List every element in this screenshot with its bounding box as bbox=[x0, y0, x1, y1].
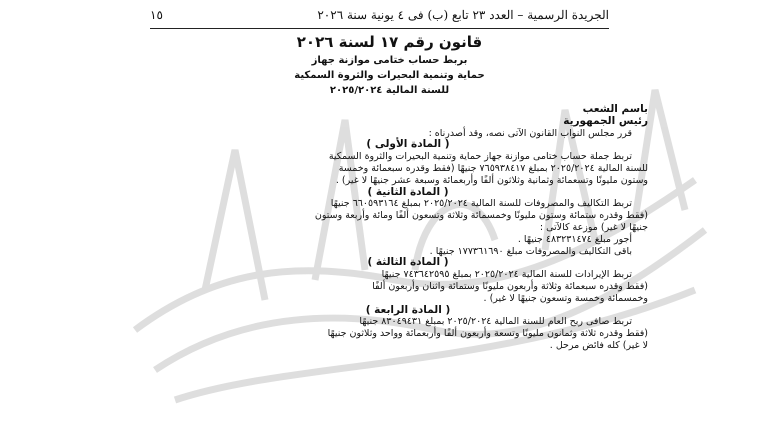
article-line: (فقط وقدره ثلاثة وثمانون مليونًا وتسعة وأربعون ألفًا وأربعمائة وواحد وثلاثون جنيهًا bbox=[327, 328, 648, 340]
page-number: ١٥ bbox=[150, 8, 163, 22]
law-title: قانون رقم ١٧ لسنة ٢٠٢٦ bbox=[296, 33, 483, 51]
law-subtitle: بربط حساب ختامى موازنة جهاز bbox=[311, 55, 468, 66]
decision-line: قرر مجلس النواب القانون الآتى نصه، وقد أصدرناه : bbox=[428, 127, 632, 139]
publication-info: الجريدة الرسمية – العدد ٢٣ تابع (ب) فى ٤ يونية سنة ٢٠٢٦ bbox=[317, 8, 609, 22]
article-heading: ( المادة الأولى ) bbox=[366, 138, 450, 151]
article-line: تربط صافى ربح العام للسنة المالية ٢٠٢٥/٢٠٢٤ بمبلغ ٨٣٠٤٩٤٣١ جنيهًا bbox=[359, 316, 632, 328]
law-subtitle: للسنة المالية ٢٠٢٥/٢٠٢٤ bbox=[329, 85, 450, 96]
president-heading: رئيس الجمهورية bbox=[563, 114, 648, 127]
article-line: لا غير) كله فائض مرحل . bbox=[549, 339, 648, 351]
article-heading: ( المادة الثالثة ) bbox=[367, 256, 449, 269]
article-line: أجور مبلغ ٤٨٣٢٣١٤٧٤ جنيهًا . bbox=[517, 233, 632, 245]
article-line: تربط الإيرادات للسنة المالية ٢٠٢٥/٢٠٢٤ بمبلغ ٧٤٣٦٤٢٥٩٥ جنيهًا bbox=[381, 269, 632, 281]
article-line: تربط التكاليف والمصروفات للسنة المالية ٢٠٢٥/٢٠٢٤ بمبلغ ٦٦٠٥٩٣١٦٤ جنيهًا bbox=[330, 198, 632, 210]
article-heading: ( المادة الرابعة ) bbox=[365, 303, 451, 316]
article-line: (فقط وقدره سبعمائة وثلاثة وأربعون مليونًا وستمائة واثنان وأربعون ألفًا bbox=[372, 280, 648, 292]
law-body bbox=[168, 104, 648, 352]
article-line: باقى التكاليف والمصروفات مبلغ ١٧٧٣٦١٦٩٠ جنيهًا . bbox=[429, 245, 632, 257]
article-line: جنيهًا لا غير) موزعة كالآتى : bbox=[539, 221, 648, 233]
in-the-name-of-people: باسم الشعب bbox=[582, 103, 648, 115]
article-line: (فقط وقدره ستمائة وستون مليونًا وخمسمائة وثلاثة وتسعون ألفًا ومائة وأربعة وستون bbox=[314, 210, 648, 222]
article-line: للسنة المالية ٢٠٢٥/٢٠٢٤ بمبلغ ٧٦٥٩٣٨٤١٧ جنيهًا (فقط وقدره سبعمائة وخمسة bbox=[338, 162, 648, 174]
gazette-header bbox=[150, 8, 609, 22]
header-divider bbox=[150, 28, 609, 29]
law-subtitle: حماية وتنمية البحيرات والثروة السمكية bbox=[294, 70, 485, 81]
article-heading: ( المادة الثانية ) bbox=[367, 185, 449, 198]
article-line: وستون مليونًا وتسعمائة وثمانية وثلاثون ألفًا وأربعمائة وسبعة عشر جنيهًا لا غير) . bbox=[335, 174, 648, 186]
article-line: تربط جملة حساب ختامى موازنة جهاز حماية وتنمية البحيرات والثروة السمكية bbox=[328, 151, 632, 163]
article-line: وخمسمائة وخمسة وتسعون جنيهًا لا غير) . bbox=[483, 292, 648, 304]
